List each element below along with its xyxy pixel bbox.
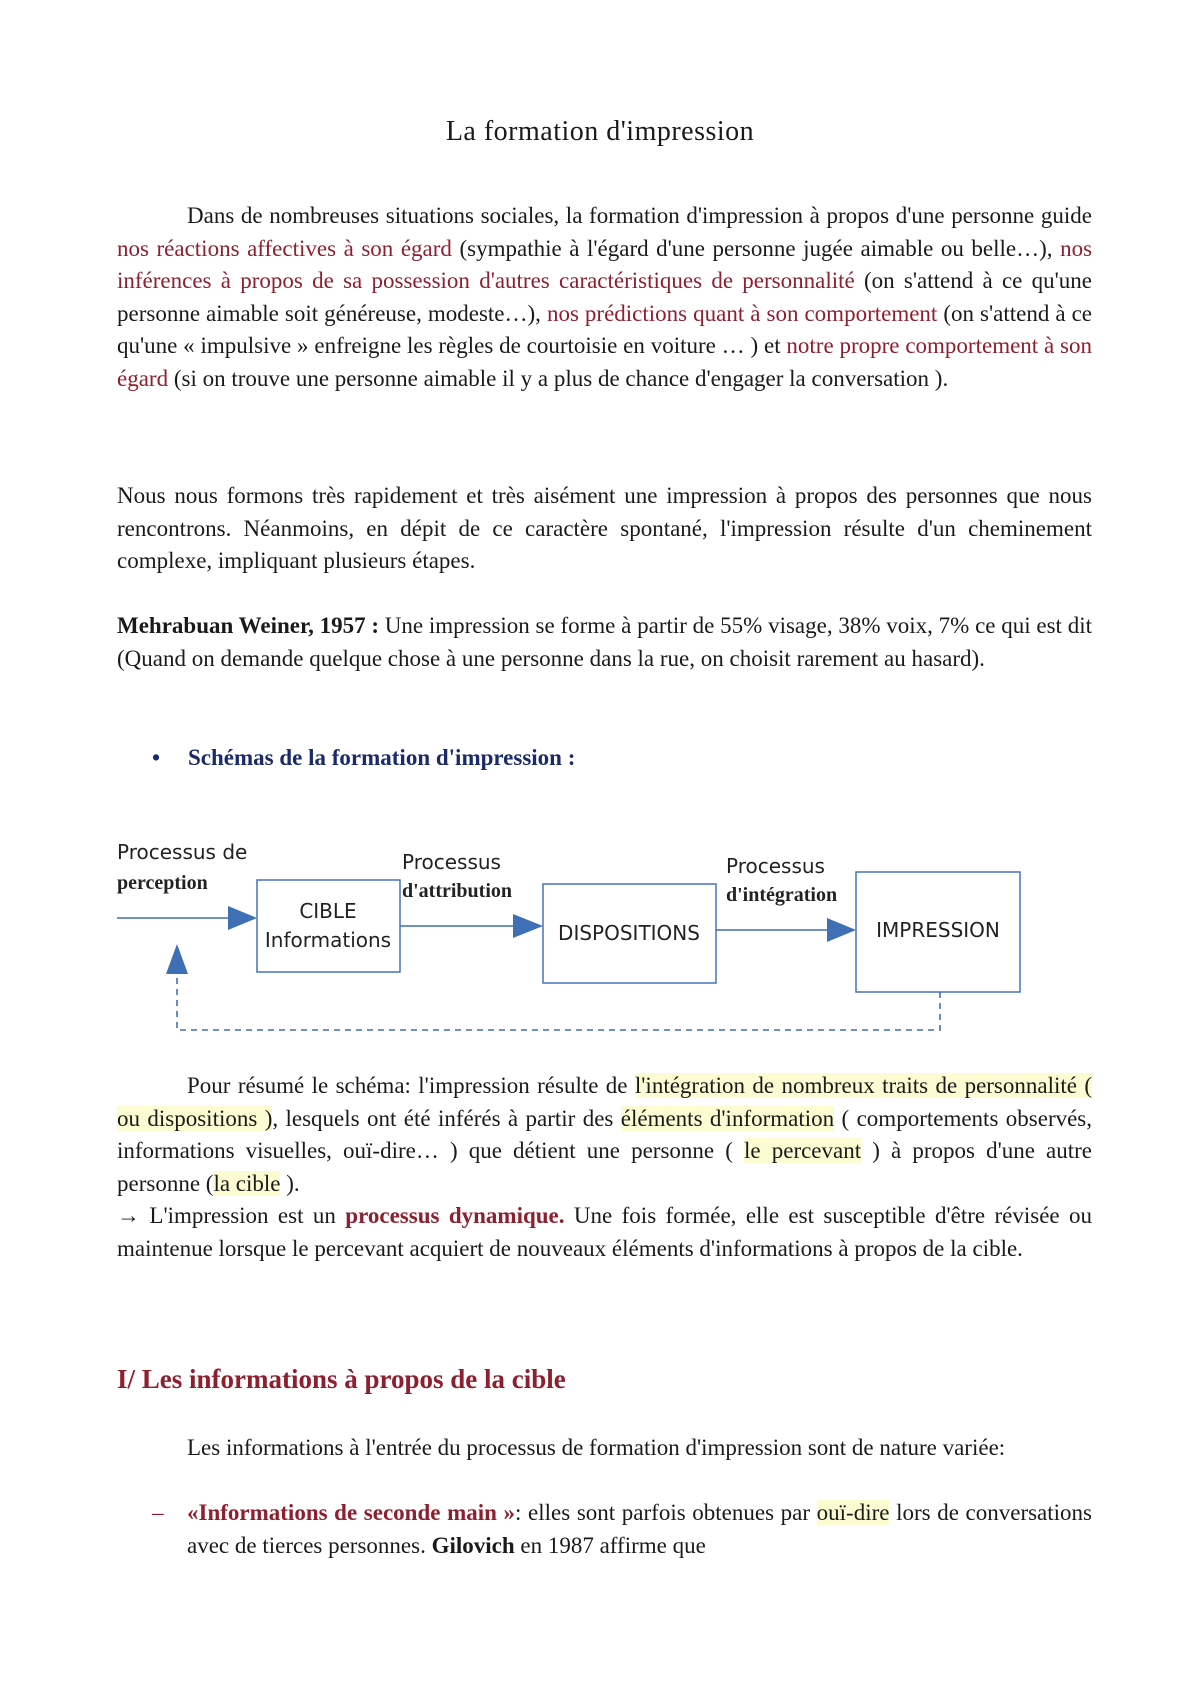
- intro-text: (si on trouve une personne aimable il y a plus de chance d'engager la conversation ).: [168, 365, 949, 391]
- mehrabian-label: Mehrabuan Weiner, 1957 :: [117, 613, 379, 638]
- list-item-text: en 1987 affirme que: [514, 1532, 706, 1558]
- resume-highlight: l'intégration de nombreux traits de personnalité ( ou dispositions ): [117, 1073, 1092, 1131]
- label-attribution-2: d'attribution: [402, 880, 513, 902]
- arrowhead-attribution-icon: [513, 914, 543, 938]
- resume-highlight: éléments d'information: [620, 1105, 835, 1131]
- label-perception-2: perception: [117, 872, 208, 894]
- intro-emphasis: nos prédictions quant à son comportement: [546, 300, 938, 326]
- dynamic-paragraph: [117, 1200, 1092, 1265]
- resume-text: ( comportements observés, informations visuelles, ouï-dire… ) que détient une personne (: [117, 1105, 1093, 1163]
- intro-text: (sympathie à l'égard d'une personne jugée aimable ou belle…),: [451, 235, 1061, 261]
- intro-emphasis: nos réactions affectives à son égard: [117, 235, 452, 261]
- resume-text: , lesquels ont été inférés à partir des: [272, 1105, 621, 1131]
- intro-text: Dans de nombreuses situations sociales, la formation d'impression à propos d'une personne guide: [187, 203, 1092, 228]
- list-item-author: Gilovich: [431, 1532, 515, 1558]
- label-perception-1: Processus de: [117, 840, 248, 864]
- box-dispositions-label: DISPOSITIONS: [558, 921, 700, 945]
- resume-text: ) à propos d'une autre personne (: [117, 1138, 1093, 1196]
- label-attribution-1: Processus: [402, 850, 501, 874]
- feedback-arrowhead-icon: [166, 944, 188, 974]
- mehrabian-text: Une impression se forme à partir de 55% visage, 38% voix, 7% ce qui est dit (Quand on demande quelque chose à une personne dans la rue, on choisit rarement au hasard).: [117, 613, 1092, 671]
- section-1-heading: I/ Les informations à propos de la cible: [117, 1364, 566, 1394]
- intro-text: (on s'attend à ce qu'une personne aimable soit généreuse, modeste…),: [117, 268, 1092, 326]
- intro-text: (on s'attend à ce qu'une « impulsive » enfreigne les règles de courtoisie en voiture … ) et: [117, 300, 1092, 358]
- list-item-text: lors de conversations avec de tierces personnes.: [187, 1500, 1092, 1558]
- label-integration-1: Processus: [726, 854, 825, 878]
- list-item-body: [187, 1497, 1092, 1562]
- arrowhead-perception-icon: [228, 906, 257, 930]
- intro-emphasis: notre propre comportement à son égard: [117, 333, 1092, 391]
- resume-highlight: le percevant: [744, 1138, 862, 1163]
- impression-process-diagram: [0, 830, 1200, 1050]
- box-impression-label: IMPRESSION: [876, 918, 1000, 942]
- box-cible: [257, 880, 400, 972]
- label-integration-2: d'intégration: [726, 884, 838, 906]
- intro-paragraph-1: [117, 200, 1092, 395]
- arrow-glyph: →: [117, 1203, 140, 1228]
- box-cible-label-1: CIBLE: [299, 899, 357, 923]
- resume-paragraph: [117, 1070, 1092, 1200]
- list-item-label: «Informations de seconde main »: [187, 1500, 516, 1525]
- intro-paragraph-2: Nous nous formons très rapidement et très aisément une impression à propos des personnes que nous rencontrons. Néanmoins, en dépit de ce caractère spontané, l'impression résulte d'un cheminement complexe, impliquant plusieurs étapes.: [117, 483, 1092, 573]
- document-title: La formation d'impression: [445, 116, 755, 147]
- box-cible-label-2: Informations: [264, 928, 392, 952]
- dynamic-text: Une fois formée, elle est susceptible d'être révisée ou maintenue lorsque le percevant acquiert de nouveaux éléments d'informations à propos de la cible.: [117, 1203, 1093, 1261]
- list-dash: –: [152, 1500, 164, 1525]
- schema-heading: Schémas de la formation d'impression :: [188, 745, 576, 770]
- dynamic-text: L'impression est un: [140, 1203, 346, 1228]
- section-1-intro: Les informations à l'entrée du processus de formation d'impression sont de nature variée:: [187, 1435, 1006, 1460]
- mehrabian-paragraph: [117, 610, 1092, 675]
- list-item-second-hand: [117, 1497, 1092, 1562]
- resume-text: Pour résumé le schéma: l'impression résulte de: [187, 1073, 635, 1098]
- arrowhead-integration-icon: [827, 918, 856, 942]
- list-item-highlight: ouï-dire: [816, 1500, 890, 1525]
- list-item-text: : elles sont parfois obtenues par: [515, 1500, 817, 1525]
- dynamic-emphasis: processus dynamique.: [345, 1203, 565, 1228]
- intro-emphasis: nos inférences à propos de sa possession d'autres caractéristiques de personnalité: [117, 235, 1093, 293]
- resume-highlight: la cible: [213, 1170, 281, 1196]
- bullet-marker: •: [152, 745, 161, 770]
- resume-text: ).: [280, 1170, 300, 1196]
- schema-bullet: [152, 745, 575, 771]
